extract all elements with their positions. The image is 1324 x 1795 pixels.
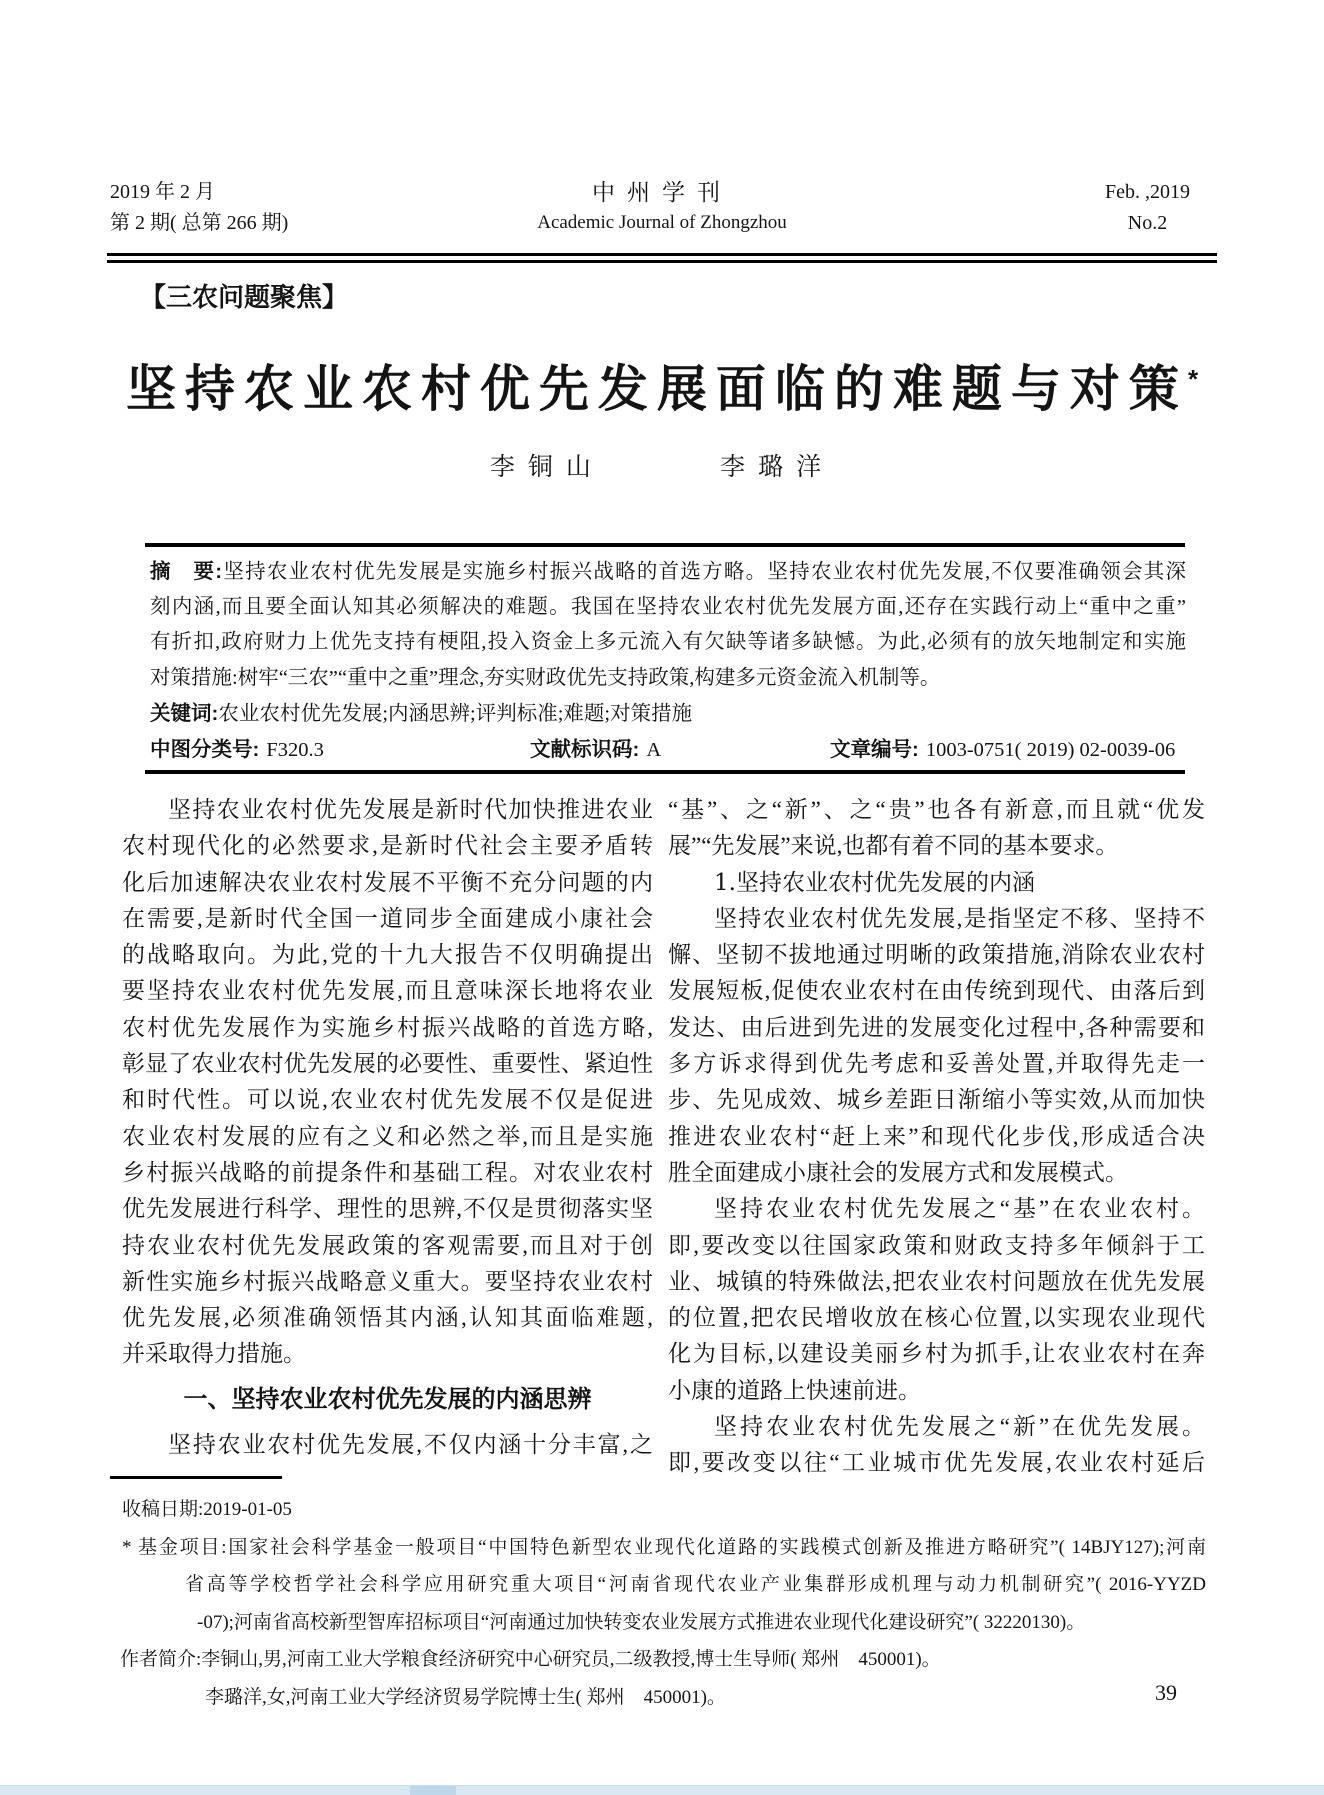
keywords-text: 农业农村优先发展;内涵思辨;评判标准;难题;对策措施	[218, 703, 693, 725]
abstract-line: 刻内涵,而且要全面认知其必须解决的难题。我国在坚持农业农村优先发展方面,还存在实践行动上“重中之重”	[150, 595, 1186, 618]
author-name-2: 李璐洋	[720, 454, 835, 481]
abstract-line: 对策措施:树牢“三农”“重中之重”理念,夯实财政优先支持政策,构建多元资金流入机制等。	[150, 666, 941, 689]
journal-title-cn: 中州学刊	[592, 180, 732, 205]
article-title-text: 坚持农业农村优先发展面临的难题与对策	[125, 361, 1188, 417]
section-heading: 一、坚持农业农村优先发展的内涵思辨	[183, 1385, 592, 1413]
article-id-item	[830, 732, 1175, 769]
body-text-line: 的战略取向。为此,党的十九大报告不仅明确提出	[122, 942, 653, 968]
body-text-line: 业、城镇的特殊做法,把农业农村问题放在优先发展	[668, 1268, 1205, 1294]
body-text-line: 乡村振兴战略的前提条件和基础工程。对农业农村	[122, 1159, 653, 1185]
abstract-line: 有折扣,政府财力上优先支持有梗阻,投入资金上多元流入有欠缺等诸多缺憾。为此,必须有的放矢地制定和实施	[150, 631, 1186, 653]
header-issue-no: No.2	[1127, 212, 1168, 234]
body-text-line: 持农业农村优先发展政策的客观需要,而且对于创	[122, 1232, 653, 1258]
body-text-line: 推进农业农村“赶上来”和现代化步伐,形成适合决	[668, 1123, 1205, 1149]
title-footnote-mark: *	[1187, 364, 1199, 394]
body-text-line: 即,要改变以往“工业城市优先发展,农业农村延后	[668, 1450, 1205, 1476]
header-date-block	[1105, 177, 1190, 239]
doc-code-label: 文献标识码:	[530, 737, 640, 761]
doc-code-item	[530, 732, 661, 769]
abstract-label: 摘 要:	[150, 560, 223, 583]
footnote-line: * 基金项目:国家社会科学基金一般项目“中国特色新型农业现代化道路的实践模式创新及推进方略研究”( 14BJY127);河南	[122, 1536, 1206, 1558]
body-text-line: 步、先见成效、城乡差距日渐缩小等实效,从而加快	[668, 1087, 1205, 1113]
abstract-line: 摘 要:坚持农业农村优先发展是实施乡村振兴战略的首选方略。坚持农业农村优先发展,不仅要准确领会其深	[150, 560, 1186, 583]
keywords-line	[150, 696, 1186, 732]
right-column	[668, 792, 1205, 1482]
author-name-1: 李铜山	[489, 454, 604, 481]
body-text-line: 和时代性。可以说,农业农村优先发展不仅是促进	[122, 1087, 653, 1113]
body-text-line: 坚持农业农村优先发展之“基”在农业农村。	[714, 1196, 1205, 1222]
bottom-strip-accent	[410, 1786, 456, 1795]
header-date-cn: 2019 年 2 月	[110, 181, 215, 203]
body-text-line: 发展短板,促使农业农村在由传统到现代、由落后到	[668, 978, 1205, 1004]
abstract-rule-bottom	[145, 770, 1185, 774]
article-id-value: 1003-0751( 2019) 02-0039-06	[925, 738, 1176, 761]
abstract-rule-top	[145, 543, 1185, 547]
column-label: 【三农问题聚焦】	[140, 282, 349, 312]
body-text-line: 即,要改变以往国家政策和财政支持多年倾斜于工	[668, 1232, 1205, 1258]
header-rule-top	[107, 253, 1217, 256]
body-text-line: 化后加速解决农业农村发展不平衡不充分问题的内	[122, 869, 653, 895]
sub-heading: 1.坚持农业农村优先发展的内涵	[714, 869, 1035, 896]
body-text-line: 化为目标,以建设美丽乡村为抓手,让农业农村在奔	[668, 1341, 1205, 1367]
body-text-line: 优先发展,必须准确领悟其内涵,认知其面临难题,	[122, 1305, 653, 1331]
body-text-line: 农村优先发展作为实施乡村振兴战略的首选方略,	[122, 1014, 653, 1040]
left-column	[122, 792, 653, 1463]
body-text-line: 在需要,是新时代全国一道同步全面建成小康社会	[122, 905, 653, 931]
body-text-line: 展”“先发展”来说,也都有着不同的基本要求。	[668, 833, 1119, 859]
body-text-line: 坚持农业农村优先发展是新时代加快推进农业	[168, 797, 653, 822]
authors	[0, 447, 1324, 483]
header-date-en: Feb. ,2019	[1105, 181, 1190, 203]
header-rule-bottom	[107, 260, 1217, 263]
body-text-line: 农业农村发展的应有之义和必然之举,而且是实施	[122, 1123, 653, 1149]
body-text-line: 坚持农业农村优先发展,不仅内涵十分丰富,之	[168, 1431, 653, 1457]
abstract-block	[150, 554, 1186, 767]
body-text-line: 彰显了农业农村优先发展的必要性、重要性、紧迫性	[122, 1051, 653, 1077]
footnote-line: 收稿日期:2019-01-05	[122, 1499, 292, 1520]
body-text-line: 坚持农业农村优先发展之“新”在优先发展。	[714, 1414, 1205, 1440]
body-text-line: 新性实施乡村振兴战略意义重大。要坚持农业农村	[122, 1268, 653, 1294]
body-text-line: 胜全面建成小康社会的发展方式和发展模式。	[668, 1159, 1128, 1185]
footnote-line: 作者简介:李铜山,男,河南工业大学粮食经济研究中心研究员,二级教授,博士生导师( 郑州 450001)。	[120, 1649, 941, 1671]
meta-row	[150, 732, 1186, 768]
body-text-line: 多方诉求得到优先考虑和妥善处置,并取得先走一	[668, 1051, 1205, 1077]
header-issue-cn: 第 2 期( 总第 266 期)	[110, 212, 289, 234]
bottom-strip	[0, 1785, 1324, 1795]
journal-title-en: Academic Journal of Zhongzhou	[537, 212, 787, 233]
clc-label: 中图分类号:	[150, 737, 260, 761]
body-text-line: 发达、由后进到先进的发展变化过程中,各种需要和	[668, 1014, 1205, 1040]
body-text-line: 小康的道路上快速前进。	[668, 1377, 921, 1403]
article-title	[0, 350, 1324, 418]
body-text-line: 坚持农业农村优先发展,是指坚定不移、坚持不	[714, 905, 1205, 931]
abstract-lines	[150, 554, 1186, 696]
body-text-line: 要坚持农业农村优先发展,而且意味深长地将农业	[122, 978, 653, 1004]
clc-item	[150, 732, 324, 769]
body-text-line: 优先发展进行科学、理性的思辨,不仅是贯彻落实坚	[122, 1196, 653, 1222]
footnotes	[108, 1491, 1206, 1717]
body-text-line: 农村现代化的必然要求,是新时代社会主要矛盾转	[122, 833, 653, 859]
footnote-line: 省高等学校哲学社会科学应用研究重大项目“河南省现代农业产业集群形成机理与动力机制研究”( 2016-YYZD	[185, 1574, 1206, 1596]
body-text-line: “基”、之“新”、之“贵”也各有新意,而且就“优发	[668, 797, 1205, 822]
body-text-line: 的位置,把农民增收放在核心位置,以实现农业现代	[668, 1305, 1205, 1331]
footnote-line: -07);河南省高校新型智库招标项目“河南通过加快转变农业发展方式推进农业现代化建设研究”( 32220130)。	[197, 1611, 1086, 1633]
clc-value: F320.3	[266, 738, 324, 761]
keywords-label: 关键词:	[150, 702, 219, 725]
footnote-line: 李璐洋,女,河南工业大学经济贸易学院博士生( 郑州 450001)。	[205, 1686, 726, 1708]
doc-code-value: A	[646, 738, 662, 761]
footnote-separator	[110, 1476, 282, 1479]
body-text-line: 并采取得力措施。	[122, 1341, 306, 1367]
body-text-line: 懈、坚韧不拔地通过明晰的政策措施,消除农业农村	[668, 942, 1205, 968]
page-number: 39	[1155, 1680, 1177, 1705]
article-id-label: 文章编号:	[830, 737, 919, 761]
